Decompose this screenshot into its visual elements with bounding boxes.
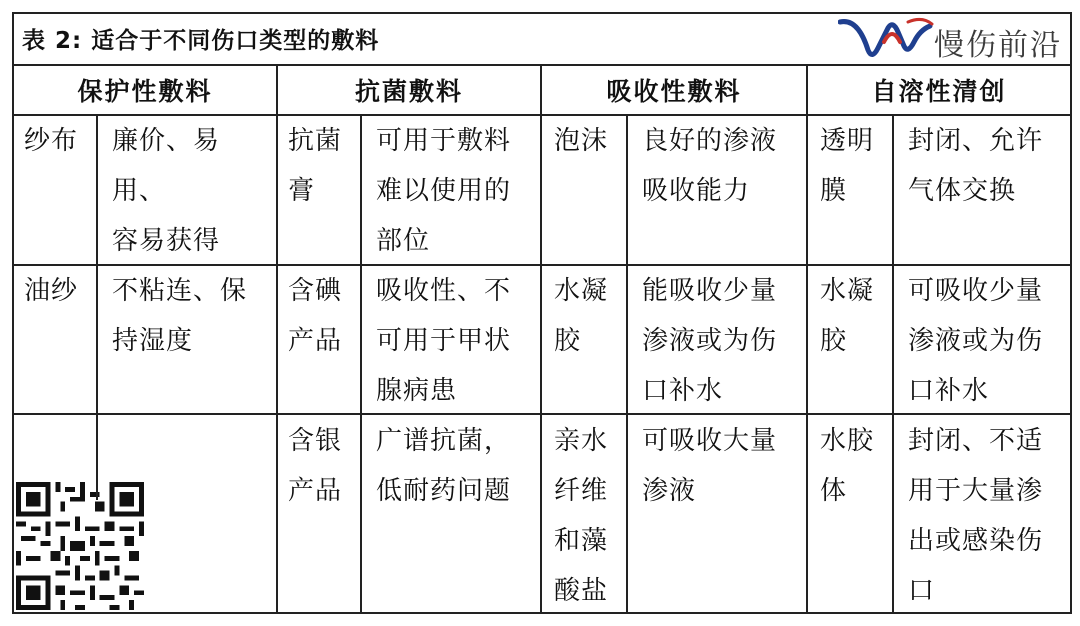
table-cell: 泡沫 (554, 126, 609, 156)
table-cell: 含碘 产品 (288, 276, 343, 356)
table-border-left (12, 12, 14, 614)
table-cell: 可吸收少量 渗液或为伤 口补水 (908, 276, 1044, 406)
table-cell: 广谱抗菌， 低耐药问题 (376, 426, 512, 506)
table-cell: 可吸收大量 渗液 (642, 426, 778, 506)
table-cell: 良好的渗液 吸收能力 (642, 126, 778, 206)
table-cell: 含银 产品 (288, 426, 343, 506)
table-divider-title (12, 64, 1072, 66)
column-divider (626, 114, 628, 614)
table-cell: 吸收性、不 可用于甲状 腺病患 (376, 276, 512, 406)
column-divider (892, 114, 894, 614)
table-cell: 水凝 胶 (820, 276, 875, 356)
table-border-top (12, 12, 1072, 14)
brand-logo (838, 12, 1074, 62)
column-divider (360, 114, 362, 614)
header-protective: 保护性敷料 (77, 77, 213, 106)
header-autolytic: 自溶性清创 (871, 77, 1007, 106)
header-antibacterial: 抗菌敷料 (354, 77, 463, 106)
table-cell: 亲水 纤维 和藻 酸盐 (554, 426, 609, 606)
column-divider (806, 64, 808, 614)
table-divider-row1 (12, 264, 1072, 266)
column-divider (276, 64, 278, 614)
table-cell: 封闭、允许 气体交换 (908, 126, 1044, 206)
table-cell: 廉价、易用、 容易获得 (112, 126, 221, 256)
table-cell: 抗菌 膏 (288, 126, 343, 206)
table-cell: 可用于敷料 难以使用的 部位 (376, 126, 512, 256)
table-cell: 纱布 (24, 126, 79, 156)
brand-name: 慢伤前沿 (934, 28, 1062, 63)
column-divider (96, 114, 98, 500)
table-cell: 能吸收少量 渗液或为伤 口补水 (642, 276, 778, 406)
wave-logo-icon (838, 12, 934, 62)
table-border-right (1070, 12, 1072, 614)
header-absorbent: 吸收性敷料 (606, 77, 742, 106)
table-cell: 油纱 (24, 276, 79, 306)
table-cell: 不粘连、保 持湿度 (112, 276, 248, 356)
table-cell: 水胶 体 (820, 426, 875, 506)
table-cell: 透明 膜 (820, 126, 875, 206)
table-divider-row2 (12, 413, 1072, 415)
qr-code-icon (15, 482, 145, 610)
column-divider (540, 64, 542, 614)
table-cell: 水凝 胶 (554, 276, 609, 356)
table-divider-header (12, 114, 1072, 116)
table-cell: 封闭、不适 用于大量渗 出或感染伤 口 (908, 426, 1044, 606)
table-title: 表 2: 适合于不同伤口类型的敷料 (22, 28, 380, 54)
table-border-bottom (12, 612, 1072, 614)
